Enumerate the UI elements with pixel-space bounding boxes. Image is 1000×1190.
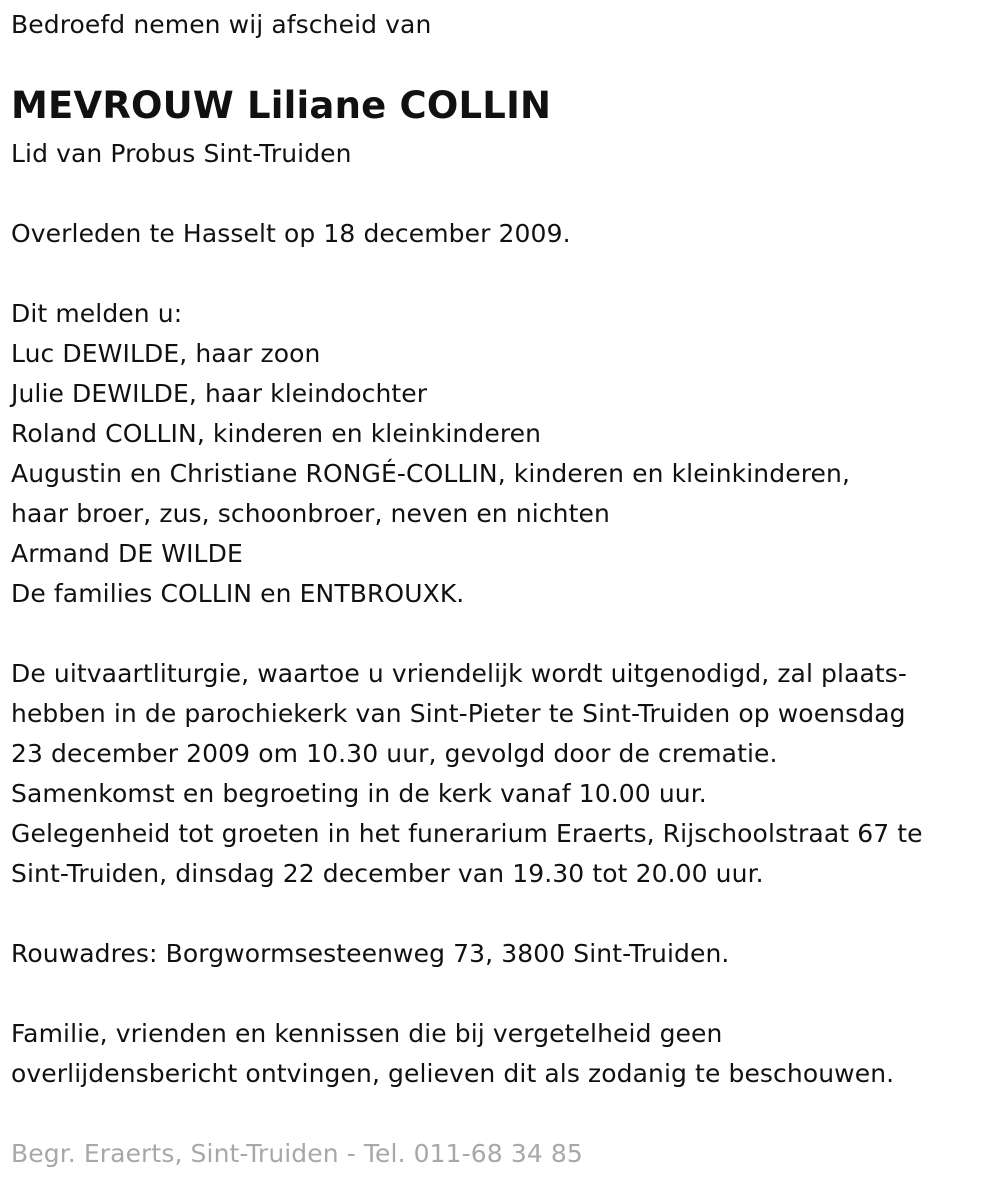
- announcers-intro: Dit melden u:: [11, 299, 183, 328]
- mourning-address: Rouwadres: Borgwormsesteenweg 73, 3800 Sint-Truiden.: [11, 939, 730, 968]
- announcer-line: haar broer, zus, schoonbroer, neven en nichten: [11, 499, 610, 528]
- intro-text: Bedroefd nemen wij afscheid van: [11, 10, 432, 39]
- announcer-line: Armand DE WILDE: [11, 539, 243, 568]
- ceremony-section: [11, 654, 923, 894]
- ceremony-line: Samenkomst en begroeting in de kerk vanaf 10.00 uur.: [11, 779, 707, 808]
- announcer-line: Julie DEWILDE, haar kleindochter: [11, 379, 428, 408]
- ceremony-line: hebben in de parochiekerk van Sint-Pieter te Sint-Truiden op woensdag: [11, 699, 906, 728]
- announcer-line: Luc DEWILDE, haar zoon: [11, 339, 321, 368]
- ceremony-line: Gelegenheid tot groeten in het funerarium Eraerts, Rijschoolstraat 67 te: [11, 819, 923, 848]
- announcers-section: [11, 294, 850, 614]
- death-notice: [11, 214, 571, 254]
- affiliation-text: Lid van Probus Sint-Truiden: [11, 139, 352, 168]
- announcer-line: De families COLLIN en ENTBROUXK.: [11, 579, 465, 608]
- ceremony-line: 23 december 2009 om 10.30 uur, gevolgd door de crematie.: [11, 739, 778, 768]
- closing-line: Familie, vrienden en kennissen die bij vergetelheid geen: [11, 1019, 723, 1048]
- announcer-line: Augustin en Christiane RONGÉ-COLLIN, kinderen en kleinkinderen,: [11, 459, 850, 488]
- address-section: [11, 934, 729, 974]
- ceremony-line: De uitvaartliturgie, waartoe u vriendelijk wordt uitgenodigd, zal plaats-: [11, 659, 908, 688]
- closing-section: [11, 1014, 894, 1094]
- closing-line: overlijdensbericht ontvingen, gelieven dit als zodanig te beschouwen.: [11, 1059, 895, 1088]
- funeral-director-footer: Begr. Eraerts, Sint-Truiden - Tel. 011-68 34 85: [11, 1139, 583, 1168]
- deceased-name: MEVROUW Liliane COLLIN: [11, 84, 552, 127]
- ceremony-line: Sint-Truiden, dinsdag 22 december van 19.30 tot 20.00 uur.: [11, 859, 764, 888]
- death-text: Overleden te Hasselt op 18 december 2009.: [11, 219, 571, 248]
- announcer-line: Roland COLLIN, kinderen en kleinkinderen: [11, 419, 542, 448]
